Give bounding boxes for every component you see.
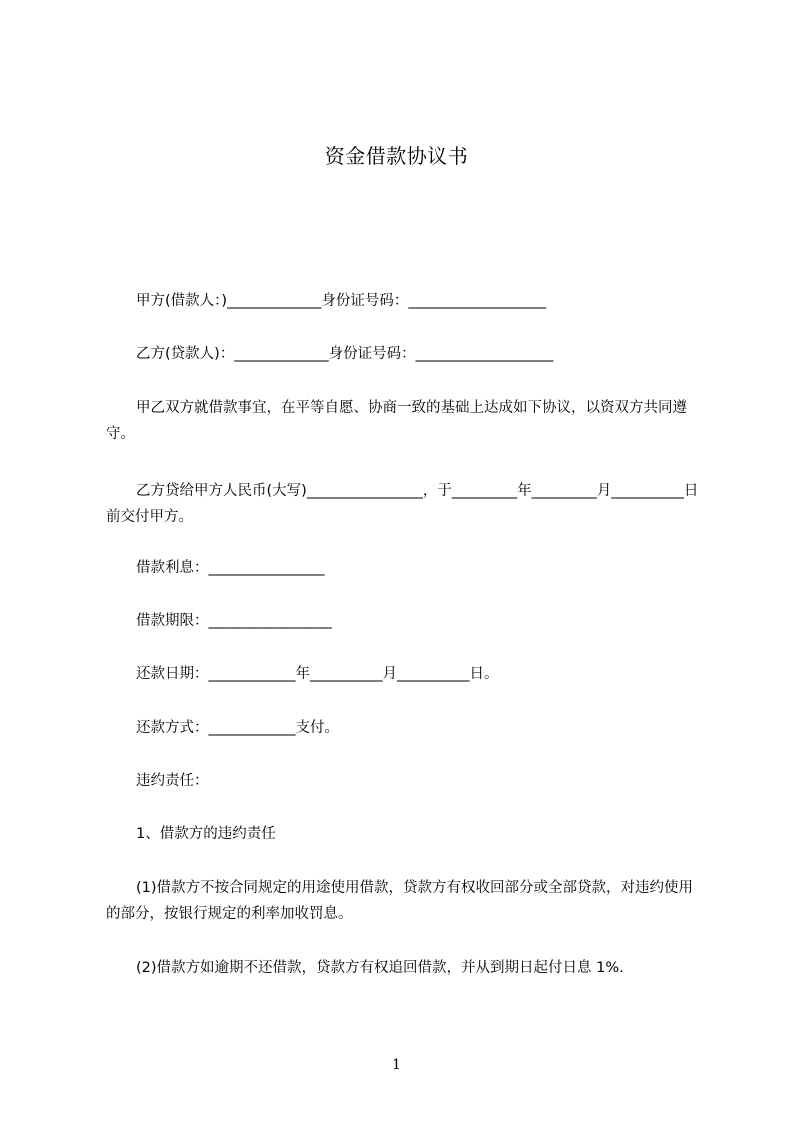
clause-1-paragraph: (1)借款方不按合同规定的用途使用借款，贷款方有权收回部分或全部贷款，对违约使用的部分，按银行规定的利率加收罚息。: [106, 880, 694, 922]
borrower-breach-heading: 1、借款方的违约责任: [136, 826, 276, 842]
repayment-date-line: 还款日期：____________年__________月__________日。: [136, 666, 499, 682]
page-number: 1: [392, 1057, 401, 1073]
document-title: 资金借款协议书: [324, 144, 469, 168]
agreement-intro-paragraph: 甲乙双方就借款事宜，在平等自愿、协商一致的基础上达成如下协议，以资双方共同遵守。: [106, 400, 687, 442]
party-b-line: 乙方(贷款人)：_____________身份证号码：___________________: [136, 346, 554, 362]
interest-line: 借款利息：________________: [136, 560, 325, 576]
repayment-method-line: 还款方式：____________支付。: [136, 720, 339, 736]
clause-2-paragraph: (2)借款方如逾期不还借款，贷款方有权追回借款，并从到期日起付日息 1%.: [136, 960, 624, 976]
breach-heading: 违约责任：: [136, 773, 209, 789]
term-line: 借款期限：_________________: [136, 613, 332, 629]
party-a-line: 甲方(借款人：)_____________身份证号码：___________________: [136, 293, 547, 309]
loan-amount-paragraph: 乙方贷给甲方人民币(大写)________________，于_________年_________月__________日前交付甲方。: [106, 483, 699, 525]
